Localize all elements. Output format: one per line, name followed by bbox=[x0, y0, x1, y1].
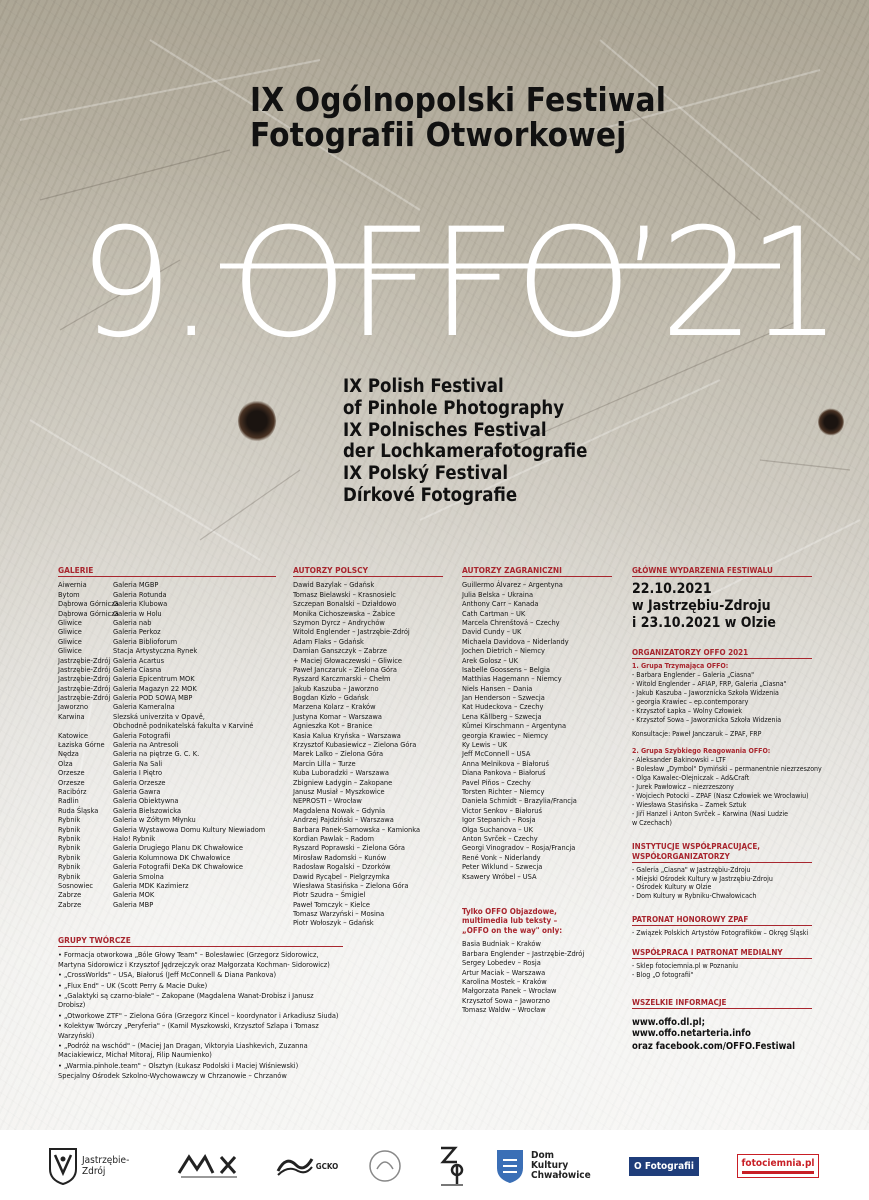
institutions-header-2: WSPÓŁORGANIZATORZY bbox=[632, 852, 812, 863]
organiser-item: - Jakub Kaszuba – Jaworznicka Szkoła Widzenia bbox=[632, 688, 779, 697]
polish-author: Kasia Kalua Kryńska – Warszawa bbox=[293, 730, 401, 740]
foreign-author: Daniela Schmidt – Brazylia/Francja bbox=[462, 796, 577, 806]
gallery-row bbox=[58, 665, 276, 674]
logo-gcko bbox=[272, 1142, 342, 1190]
events-header: GŁÓWNE WYDARZENIA FESTIWALU bbox=[632, 566, 812, 577]
gallery-row bbox=[58, 768, 276, 777]
gallery-city: Racibórz bbox=[58, 787, 87, 796]
groups-list bbox=[58, 950, 343, 1080]
gallery-city: Karwina bbox=[58, 711, 85, 721]
gallery-city: Jastrzębie-Zdrój bbox=[58, 683, 111, 693]
foreign-author: Igor Stepanich – Rosja bbox=[462, 815, 536, 825]
subtitle-line: IX Polish Festival bbox=[343, 376, 504, 397]
gallery-city: Rybnik bbox=[58, 833, 81, 843]
foreign-author: Ky Lewis – UK bbox=[462, 740, 508, 750]
polish-author: Paweł Tomczyk – Kielce bbox=[293, 899, 370, 909]
patronage-header: PATRONAT HONOROWY ZPAF bbox=[632, 915, 812, 926]
groups-header: GRUPY TWÓRCZE bbox=[58, 936, 343, 947]
polish-author: Radosław Rogalski – Dzorków bbox=[293, 862, 391, 872]
gallery-row bbox=[58, 702, 276, 711]
media-section bbox=[632, 948, 812, 980]
polish-author: Tomasz Warzyński – Mosina bbox=[293, 909, 385, 919]
polish-author: Piotr Szudra – Śmigiel bbox=[293, 890, 366, 900]
group-item: • „CrossWorlds" – USA, Białoruś (Jeff McConnell & Diana Pankova) bbox=[58, 970, 277, 980]
polish-author: Damian Ganszczyk – Zabrze bbox=[293, 646, 387, 656]
logo-jastrzebie bbox=[48, 1142, 143, 1190]
gallery-name: Galeria MDK Kazimierz bbox=[113, 880, 189, 890]
gallery-row bbox=[58, 609, 276, 618]
polish-author: Marcin Lilla – Turze bbox=[293, 758, 356, 768]
gallery-name: Galeria Fotografii bbox=[113, 730, 171, 740]
gallery-city: Rybnik bbox=[58, 852, 81, 862]
gallery-name: Galeria nab bbox=[113, 617, 152, 627]
gallery-name: Galeria MOK bbox=[113, 890, 155, 900]
subtitle-line: der Lochkamerafotografie bbox=[343, 441, 588, 463]
foreign-author: Jochen Dietrich – Niemcy bbox=[462, 646, 545, 656]
polish-author: NEPROSTI – Wrocław bbox=[293, 796, 362, 806]
subtitle-line: Dírkové Fotografie bbox=[343, 484, 518, 506]
on-the-way-section bbox=[462, 907, 612, 1015]
institution-item: - Miejski Ośrodek Kultury w Jastrzębiu-Zdroju bbox=[632, 874, 773, 883]
subtitle-line: IX Polnisches Festival bbox=[343, 419, 547, 441]
foreign-author: Lena Källberg – Szwecja bbox=[462, 711, 542, 721]
gallery-row bbox=[58, 637, 276, 646]
gallery-name: Obchodně podnikatelská fakulta v Karviné bbox=[113, 721, 254, 731]
gallery-city: Jaworzno bbox=[58, 702, 89, 712]
gallery-city: Nędza bbox=[58, 749, 79, 759]
gallery-row bbox=[58, 900, 276, 909]
on-the-way-header-3: „OFFO on the way" only: bbox=[462, 925, 563, 935]
gallery-city: Olza bbox=[58, 758, 73, 768]
foreign-author: Cath Cartman – UK bbox=[462, 608, 526, 618]
polish-authors-header: AUTORZY POLSCY bbox=[293, 566, 443, 577]
foreign-author: Kat Hudeckova – Czechy bbox=[462, 702, 544, 712]
foreign-author: georgia Krawiec – Niemcy bbox=[462, 730, 548, 740]
gallery-name: Halo! Rybnik bbox=[113, 833, 156, 843]
patronage-list bbox=[632, 929, 812, 938]
gallery-name: Galeria na Antresoli bbox=[113, 740, 179, 750]
organisers-group-1-list bbox=[632, 671, 812, 724]
ministry-logo-icon bbox=[175, 1151, 245, 1181]
info-websites[interactable]: www.offo.dl.pl; www.offo.netarteria.info bbox=[632, 1016, 751, 1039]
polish-author: Kordian Pawlak – Radom bbox=[293, 833, 374, 843]
gallery-city: Gliwice bbox=[58, 636, 82, 646]
foreign-author: Matthias Hagemann – Niemcy bbox=[462, 674, 562, 684]
gallery-name: Stacja Artystyczna Rynek bbox=[113, 646, 198, 656]
organiser-item: - Aleksander Bakinowski – LTF bbox=[632, 756, 726, 765]
polish-author: Jakub Kaszuba – Jaworzno bbox=[293, 683, 379, 693]
organisers-section bbox=[632, 648, 822, 828]
on-the-way-author: Barbara Englender – Jastrzębie-Zdrój bbox=[462, 948, 585, 958]
on-the-way-header-2: multimedia lub teksty – bbox=[462, 916, 558, 926]
galleries-header: GALERIE bbox=[58, 566, 276, 577]
polish-author: Marek Lalko – Zielona Góra bbox=[293, 749, 384, 759]
polish-author: Ryszard Karczmarski – Chełm bbox=[293, 674, 391, 684]
group-item: • „Flux End" – UK (Scott Perry & Macie Duke) bbox=[58, 980, 208, 990]
gallery-city: Jastrzębie-Zdrój bbox=[58, 664, 111, 674]
gallery-city: Rybnik bbox=[58, 862, 81, 872]
gallery-name: Galeria Perkoz bbox=[113, 627, 161, 637]
gallery-row bbox=[58, 815, 276, 824]
gallery-city: Rybnik bbox=[58, 824, 81, 834]
gallery-city: Rybnik bbox=[58, 815, 81, 825]
polish-authors-list bbox=[293, 580, 443, 927]
patronage-item: - Związek Polskich Artystów Fotografików – Okręg Śląski bbox=[632, 929, 809, 938]
logo-number: 9. bbox=[78, 197, 210, 371]
subtitle-line: IX Polský Festival bbox=[343, 463, 509, 485]
on-the-way-author: Artur Maciak – Warszawa bbox=[462, 967, 546, 977]
gallery-name: Galeria Drugiego Planu DK Chwałowice bbox=[113, 843, 243, 853]
subtitles bbox=[343, 376, 587, 507]
gallery-name: Galeria Orzesze bbox=[113, 777, 166, 787]
gallery-row bbox=[58, 731, 276, 740]
institution-item: - Dom Kultury w Rybniku-Chwałowicach bbox=[632, 892, 757, 901]
gallery-name: Galeria Rotunda bbox=[113, 589, 167, 599]
gallery-city: Gliwice bbox=[58, 646, 82, 656]
polish-author: Barbara Panek-Sarnowska – Kamionka bbox=[293, 824, 421, 834]
foreign-author: Anton Svrček – Czechy bbox=[462, 833, 538, 843]
title-line-1: IX Ogólnopolski Festiwal bbox=[250, 80, 667, 119]
foreign-author: René Vonk – Niderlandy bbox=[462, 852, 541, 862]
gallery-name: Galeria I Piętro bbox=[113, 768, 163, 778]
organiser-item: - Jiří Hanzel i Anton Svrček – Karwina (Nasi Ludzie bbox=[632, 809, 788, 818]
gallery-city: Katowice bbox=[58, 730, 89, 740]
gallery-row bbox=[58, 796, 276, 805]
gallery-row bbox=[58, 834, 276, 843]
logo-dom-kultury-line2: Kultury bbox=[531, 1160, 569, 1171]
gallery-row bbox=[58, 656, 276, 665]
group-item: • „Podróż na wschód" – (Maciej Jan Dragan, Viktoryia Liashkevich, Zuzanna Maciakiewicz, Michał Mitoraj, Filip Naumienko) bbox=[58, 1041, 308, 1060]
on-the-way-author: Karolina Mostek – Kraków bbox=[462, 976, 547, 986]
gallery-city: Bytom bbox=[58, 589, 80, 599]
gallery-name: Galeria Fotografii DeKa DK Chwałowice bbox=[113, 862, 243, 872]
event-date-2: i 23.10.2021 w Olzie bbox=[632, 615, 776, 631]
gallery-name: Galeria POD SOWĄ MBP bbox=[113, 693, 193, 703]
logo-fotociemnia-text: fotociemnia.pl bbox=[741, 1158, 815, 1169]
sponsor-logos-bar bbox=[0, 1130, 869, 1200]
on-the-way-header-1: Tylko OFFO Objazdowe, bbox=[462, 906, 557, 916]
gallery-name: Galeria Bielszowicka bbox=[113, 805, 182, 815]
organiser-item: - Witold Englender – AFIAP, FRP, Galeria „Ciasna" bbox=[632, 679, 787, 688]
institution-item: - Ośrodek Kultury w Olzie bbox=[632, 883, 712, 892]
foreign-author: Michaela Davidova – Niderlandy bbox=[462, 636, 569, 646]
media-item: - Blog „O fotografii" bbox=[632, 971, 694, 980]
logo-dom-kultury-line1: Dom bbox=[531, 1150, 555, 1161]
gallery-row bbox=[58, 872, 276, 881]
info-section bbox=[632, 998, 812, 1052]
foreign-author: Guillermo Álvarez – Argentyna bbox=[462, 580, 563, 590]
organiser-item: - Bolesław „Dymbol" Dymiński – permanentnie niezrzeszony bbox=[632, 765, 822, 774]
gallery-row bbox=[58, 712, 276, 721]
gallery-city: Radlin bbox=[58, 796, 79, 806]
gallery-city: Jastrzębie-Zdrój bbox=[58, 655, 111, 665]
foreign-author: Niels Hansen – Dania bbox=[462, 683, 533, 693]
polish-author: Szymon Dyrcz – Andrychów bbox=[293, 617, 385, 627]
gallery-row bbox=[58, 778, 276, 787]
foreign-author: Peter Wiklund – Szwecja bbox=[462, 862, 543, 872]
gallery-name: Galeria Klubowa bbox=[113, 599, 168, 609]
foreign-author: Olga Suchanova – UK bbox=[462, 824, 533, 834]
polish-author: Dawid Rycąbel – Pielgrzymka bbox=[293, 871, 390, 881]
gallery-name: Galeria w Żółtym Młynku bbox=[113, 815, 196, 825]
gallery-name: Slezská univerzita v Opavě, bbox=[113, 711, 205, 721]
foreign-author: Anthony Carr – Kanada bbox=[462, 599, 539, 609]
gallery-city: Dąbrowa Górnicza bbox=[58, 608, 119, 618]
foreign-author: Pavel Piňos – Czechy bbox=[462, 777, 531, 787]
foreign-authors-list bbox=[462, 580, 612, 881]
dom-kultury-crest-icon bbox=[495, 1148, 525, 1184]
gallery-row bbox=[58, 749, 276, 758]
organisers-group-2: 2. Grupa Szybkiego Reagowania OFFO: bbox=[632, 747, 771, 756]
subtitle-line: of Pinhole Photography bbox=[343, 397, 565, 419]
media-header: WSPÓŁPRACA I PATRONAT MEDIALNY bbox=[632, 948, 812, 959]
polish-author: Janusz Musiał – Myszkowice bbox=[293, 787, 385, 796]
foreign-author: Anna Melnikova – Białoruś bbox=[462, 758, 549, 768]
gallery-name: Galeria Ciasna bbox=[113, 664, 162, 674]
on-the-way-author: Basia Budniak – Kraków bbox=[462, 939, 541, 949]
gallery-row bbox=[58, 740, 276, 749]
institution-item: - Galeria „Ciasna" w Jastrzębiu-Zdroju bbox=[632, 865, 751, 874]
logo-o-fotografii-text: O Fotografii bbox=[629, 1157, 699, 1176]
group-item: • Formacja otworkowa „Bóle Głowy Team" – Bolesławiec (Grzegorz Sidorowicz, Martyna Sidorowicz i Krzysztof Jędrzejczyk oraz Małgorzata Kochman- Sidorowicz) bbox=[58, 950, 330, 969]
foreign-author: Marcela Chrenštová – Czechy bbox=[462, 617, 560, 627]
polish-author: Dawid Bazylak – Gdańsk bbox=[293, 580, 375, 590]
foreign-author: Julia Belska – Ukraina bbox=[462, 589, 534, 599]
logo-ministry bbox=[172, 1142, 247, 1190]
logo-gcko-text: GCKO bbox=[315, 1161, 339, 1171]
polish-author: Krzysztof Kubasiewicz – Zielona Góra bbox=[293, 740, 417, 750]
polish-author: Adam Flaks – Gdańsk bbox=[293, 636, 364, 646]
polish-author: Paweł Janczaruk – Zielona Góra bbox=[293, 664, 397, 674]
polish-author: Monika Cichoszewska – Żabice bbox=[293, 608, 395, 618]
foreign-author: Isabelle Goossens – Belgia bbox=[462, 664, 550, 674]
gallery-city: Aiwernia bbox=[58, 580, 87, 590]
gallery-row bbox=[58, 721, 276, 730]
polish-author: Tomasz Bielawski – Krasnosielc bbox=[293, 589, 396, 599]
polish-author: Marzena Kolarz – Kraków bbox=[293, 702, 376, 712]
on-the-way-list bbox=[462, 939, 612, 1014]
gallery-name: Galeria Wystawowa Domu Kultury Niewiadom bbox=[113, 824, 266, 834]
organisers-header: ORGANIZATORZY OFFO 2021 bbox=[632, 648, 812, 659]
gallery-name: Galeria Kolumnowa DK Chwałowice bbox=[113, 852, 231, 862]
foreign-author: Jeff McConnell – USA bbox=[462, 749, 531, 759]
logo-zpaf bbox=[432, 1142, 472, 1190]
polish-author: Piotr Wołoszyk – Gdańsk bbox=[293, 918, 374, 928]
polish-author: Magdalena Nowak – Gdynia bbox=[293, 805, 386, 815]
institutions-header-1: INSTYTUCJE WSPÓŁPRACUJĄCE, bbox=[632, 841, 760, 851]
gallery-row bbox=[58, 862, 276, 871]
gallery-name: Galeria Na Sali bbox=[113, 758, 163, 768]
gallery-name: Galeria Epicentrum MOK bbox=[113, 674, 195, 684]
gallery-row bbox=[58, 590, 276, 599]
logo-seal bbox=[365, 1142, 405, 1190]
gallery-row bbox=[58, 693, 276, 702]
group-item: Specjalny Ośrodek Szkolno-Wychowawczy w Chrzanowie – Chrzanów bbox=[58, 1071, 287, 1081]
gallery-name: Galeria Gawra bbox=[113, 787, 161, 796]
gallery-city: Dąbrowa Górnicza bbox=[58, 599, 119, 609]
foreign-author: Diana Pankova – Białoruś bbox=[462, 768, 546, 778]
gallery-name: Galeria MBP bbox=[113, 899, 154, 909]
foreign-authors-section bbox=[462, 566, 612, 1015]
gallery-name: Galeria na piętrze G. C. K. bbox=[113, 749, 200, 759]
logo-fotociemnia bbox=[728, 1142, 828, 1190]
gallery-row bbox=[58, 627, 276, 636]
on-the-way-author: Sergey Lobedev – Rosja bbox=[462, 958, 541, 968]
on-the-way-author: Tomasz Waldw – Wrocław bbox=[462, 1005, 546, 1015]
organisers-group-2-list bbox=[632, 756, 822, 827]
consultations: Konsultacje: Paweł Janczaruk – ZPAF, FRP bbox=[632, 730, 762, 739]
foreign-authors-header: AUTORZY ZAGRANICZNI bbox=[462, 566, 612, 577]
gallery-row bbox=[58, 618, 276, 627]
gallery-city: Rybnik bbox=[58, 871, 81, 881]
logo-year: ’21 bbox=[620, 197, 835, 371]
festival-title bbox=[250, 82, 666, 152]
gallery-row bbox=[58, 759, 276, 768]
logo-o-fotografii bbox=[620, 1142, 708, 1190]
polish-author: Andrzej Pajdziński – Warszawa bbox=[293, 815, 394, 825]
gallery-row bbox=[58, 684, 276, 693]
polish-author: Justyna Komar – Warszawa bbox=[293, 711, 382, 721]
group-item: • „Warmia.pinhole.team" – Olsztyn (Łukasz Podolski i Maciej Wiśniewski) bbox=[58, 1060, 299, 1070]
organiser-item: - Krzysztof Sowa – Jaworznicka Szkoła Widzenia bbox=[632, 715, 782, 724]
title-line-2: Fotografii Otworkowej bbox=[250, 115, 627, 154]
polish-author: Witold Englender – Jastrzębie-Zdrój bbox=[293, 627, 410, 637]
patronage-section bbox=[632, 915, 812, 938]
gallery-row bbox=[58, 580, 276, 589]
gallery-city: Ruda Śląska bbox=[58, 805, 99, 815]
organiser-item: - georgia Krawiec – ep.contemporary bbox=[632, 697, 749, 706]
gallery-name: Galeria Magazyn 22 MOK bbox=[113, 683, 197, 693]
gallery-city: Łaziska Górne bbox=[58, 740, 105, 750]
polish-author: Mirosław Radomski – Kunów bbox=[293, 852, 387, 862]
gallery-name: Galeria w Holu bbox=[113, 608, 162, 618]
logo-fotociemnia-bar bbox=[742, 1171, 815, 1174]
gallery-row bbox=[58, 646, 276, 655]
media-item: - Sklep fotociemnia.pl w Poznaniu bbox=[632, 962, 738, 971]
gallery-name: Galeria Biblioforum bbox=[113, 636, 178, 646]
logo-dom-kultury bbox=[495, 1142, 595, 1190]
gallery-row bbox=[58, 806, 276, 815]
gallery-city: Zabrze bbox=[58, 899, 82, 909]
foreign-author: Georgi Vinogradov – Rosja/Francja bbox=[462, 843, 576, 853]
organiser-item: w Czechach) bbox=[632, 818, 672, 827]
gallery-name: Galeria Obiektywna bbox=[113, 796, 179, 806]
logo-jastrzebie-text: Jastrzębie-Zdrój bbox=[82, 1155, 130, 1177]
foreign-author: Arek Golosz – UK bbox=[462, 655, 519, 665]
polish-author: Zbigniew Ładygin – Zakopane bbox=[293, 777, 393, 787]
groups-section bbox=[58, 936, 343, 1082]
galleries-section bbox=[58, 566, 276, 909]
zpaf-logo-icon bbox=[437, 1144, 467, 1188]
crest-icon bbox=[48, 1147, 78, 1185]
organisers-group-1: 1. Grupa Trzymająca OFFO: bbox=[632, 662, 729, 670]
seal-icon bbox=[368, 1149, 402, 1183]
organiser-item: - Barbara Englender – Galeria „Ciasna" bbox=[632, 671, 755, 679]
foreign-author: David Cundy – UK bbox=[462, 627, 522, 637]
logo-offo: OFFO bbox=[230, 197, 631, 371]
group-item: • „Otworkowe ZTF" – Zielona Góra (Grzegorz Kincel – koordynator i Arkadiusz Siuda) bbox=[58, 1010, 339, 1020]
gallery-city: Jastrzębie-Zdrój bbox=[58, 693, 111, 703]
foreign-author: Victor Senkov – Białoruś bbox=[462, 805, 542, 815]
info-facebook[interactable]: oraz facebook.com/OFFO.Festiwal bbox=[632, 1040, 796, 1052]
gallery-row bbox=[58, 853, 276, 862]
foreign-author: Kümei Kirschmann – Argentyna bbox=[462, 721, 567, 731]
institutions-section bbox=[632, 842, 812, 902]
foreign-author: Jan Henderson – Szwecja bbox=[462, 693, 545, 703]
gallery-city: Gliwice bbox=[58, 617, 82, 627]
gallery-city: Jastrzębie-Zdrój bbox=[58, 674, 111, 684]
foreign-author: Ksawery Wróbel – USA bbox=[462, 871, 537, 881]
gallery-row bbox=[58, 890, 276, 899]
group-item: • Kolektyw Twórczy „Peryferia" – (Kamil Myszkowski, Krzysztof Szlapa i Tomasz Warzyński) bbox=[58, 1021, 319, 1040]
polish-author: Agnieszka Kot – Branice bbox=[293, 721, 373, 731]
gallery-row bbox=[58, 881, 276, 890]
gallery-name: Galeria MGBP bbox=[113, 580, 159, 590]
logo-dom-kultury-line3: Chwałowice bbox=[531, 1170, 591, 1181]
institutions-list bbox=[632, 866, 812, 902]
polish-author: Wiesława Stasińska – Zielona Góra bbox=[293, 880, 409, 890]
offo-big-logo bbox=[78, 197, 835, 371]
on-the-way-author: Małgorzata Panek – Wrocław bbox=[462, 986, 557, 996]
gallery-row bbox=[58, 599, 276, 608]
gallery-row bbox=[58, 843, 276, 852]
polish-author: Szczepan Bonalski – Działdowo bbox=[293, 599, 397, 609]
media-list bbox=[632, 962, 812, 980]
gallery-row bbox=[58, 825, 276, 834]
organiser-item: - Wiesława Stasińska – Zamek Sztuk bbox=[632, 800, 747, 809]
gallery-row bbox=[58, 787, 276, 796]
gallery-row bbox=[58, 674, 276, 683]
on-the-way-author: Krzysztof Sowa – Jaworzno bbox=[462, 995, 550, 1005]
gallery-city: Orzesze bbox=[58, 768, 85, 778]
organiser-item: - Krzysztof Łapka – Wolny Człowiek bbox=[632, 706, 742, 715]
info-header: WSZELKIE INFORMACJE bbox=[632, 998, 812, 1009]
gallery-city: Sosnowiec bbox=[58, 880, 94, 890]
event-place-1: w Jastrzębiu-Zdroju bbox=[632, 598, 771, 614]
organiser-item: - Jurek Pawłowicz – niezrzeszony bbox=[632, 783, 734, 792]
gallery-name: Galeria Kameralna bbox=[113, 702, 175, 712]
organiser-item: - Olga Kawalec-Olejniczak – Ad&Craft bbox=[632, 774, 750, 783]
gallery-city: Zabrze bbox=[58, 890, 82, 900]
gallery-city: Rybnik bbox=[58, 843, 81, 853]
polish-authors-section bbox=[293, 566, 443, 928]
event-date-1: 22.10.2021 bbox=[632, 581, 712, 597]
polish-author: Kuba Luboradzki – Warszawa bbox=[293, 768, 389, 778]
gallery-city: Orzesze bbox=[58, 777, 85, 787]
foreign-author: Torsten Richter – Niemcy bbox=[462, 787, 545, 796]
events-section bbox=[632, 566, 822, 1052]
gallery-city: Gliwice bbox=[58, 627, 82, 637]
polish-author: Bogdan Kizło – Gdańsk bbox=[293, 693, 369, 703]
galleries-list bbox=[58, 580, 276, 909]
gallery-name: Galeria Acartus bbox=[113, 655, 165, 665]
gcko-wave-icon bbox=[276, 1153, 314, 1179]
group-item: • „Galaktyki są czarno-białe" – Zakopane (Magdalena Wanat-Drobisz i Janusz Drobisz) bbox=[58, 991, 314, 1010]
organiser-item: - Wojciech Potocki – ZPAF (Nasz Człowiek we Wrocławiu) bbox=[632, 791, 809, 800]
polish-author: + Maciej Głowaczewski – Gliwice bbox=[293, 655, 402, 665]
gallery-name: Galeria Smolna bbox=[113, 871, 164, 881]
polish-author: Ryszard Poprawski – Zielona Góra bbox=[293, 843, 405, 853]
